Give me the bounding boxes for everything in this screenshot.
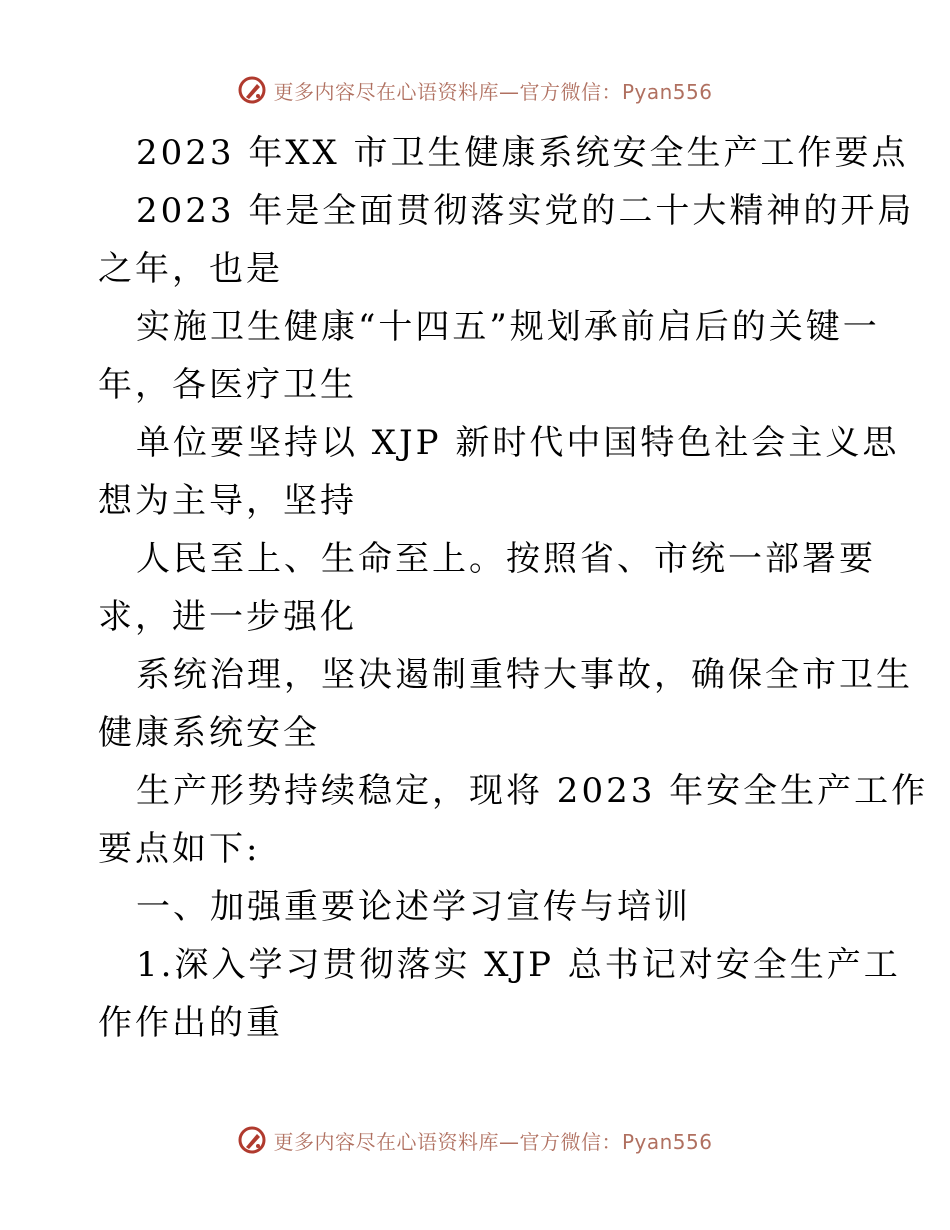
document-line: 之年，也是 [98,249,283,289]
document-line: 系统治理，坚决遏制重特大事故，确保全市卫生 [136,655,913,695]
pen-circle-icon [237,1125,267,1155]
document-line: 年，各医疗卫生 [98,365,357,405]
watermark-text: 更多内容尽在心语资料库—官方微信：Pyan556 [273,1129,713,1154]
document-line: 单位要坚持以 XJP 新时代中国特色社会主义思 [136,423,900,463]
document-line: 人民至上、生命至上。按照省、市统一部署要 [136,539,876,579]
document-line: 求，进一步强化 [98,597,357,637]
document-body [98,124,929,1052]
pen-circle-icon [237,75,267,105]
document-line: 一、加强重要论述学习宣传与培训 [136,887,691,927]
footer-watermark [0,1120,950,1160]
document-line: 作作出的重 [98,1003,283,1043]
document-line: 2023 年XX 市卫生健康系统安全生产工作要点 [136,133,909,173]
document-line: 生产形势持续稳定，现将 2023 年安全生产工作 [136,771,929,811]
watermark-text: 更多内容尽在心语资料库—官方微信：Pyan556 [273,79,713,104]
document-line: 要点如下: [98,829,261,869]
document-line: 想为主导，坚持 [98,481,357,521]
document-line: 健康系统安全 [98,713,320,753]
document-line: 1.深入学习贯彻落实 XJP 总书记对安全生产工 [136,945,901,985]
document-line: 2023 年是全面贯彻落实党的二十大精神的开局 [136,191,915,231]
header-watermark [0,70,950,110]
document-line: 实施卫生健康“十四五”规划承前启后的关键一 [136,307,880,347]
